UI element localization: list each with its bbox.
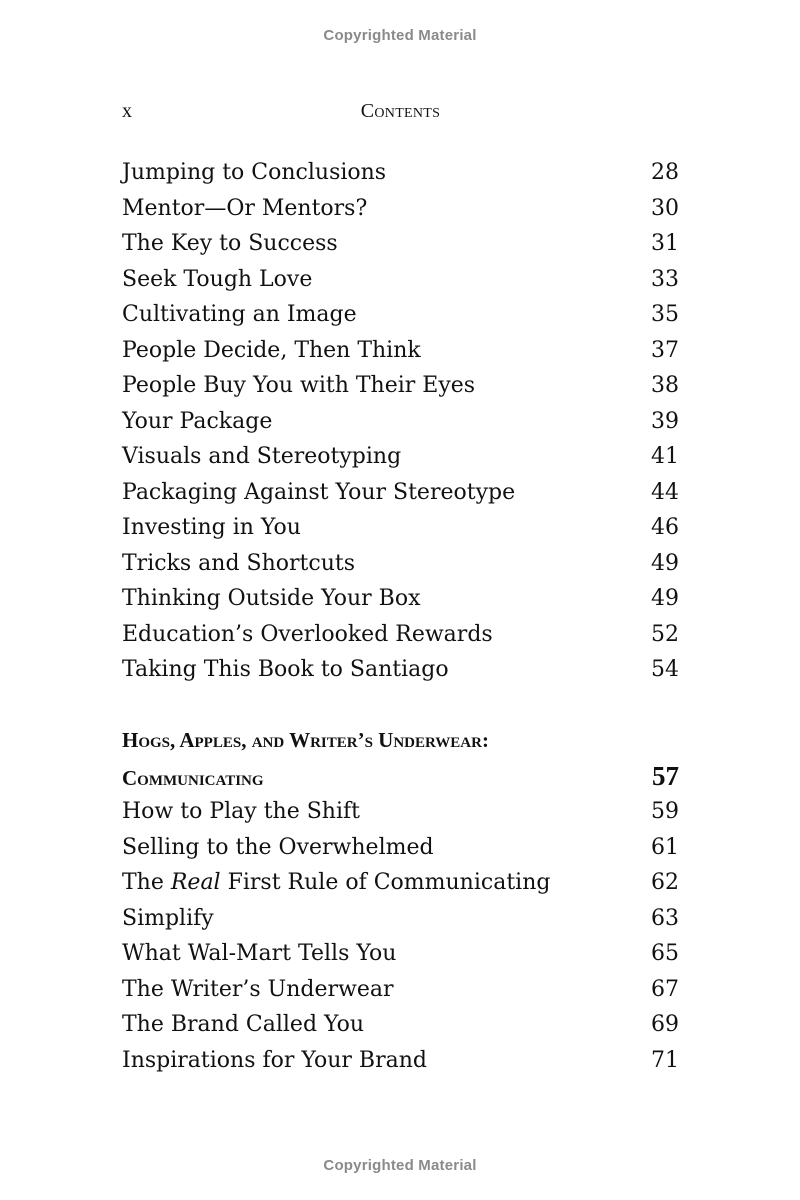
toc-entry: [122, 652, 679, 688]
toc-entry-label: People Buy You with Their Eyes: [122, 373, 476, 398]
toc-entry-label: Taking This Book to Santiago: [122, 657, 449, 682]
toc-entry-label: Mentor—Or Mentors?: [122, 195, 368, 221]
toc-entry: [122, 404, 679, 440]
toc-entry-label: People Decide, Then Think: [122, 337, 421, 363]
toc-entry-label: How to Play the Shift: [122, 799, 360, 824]
toc-entry-page: 35: [651, 302, 679, 327]
toc-entry-page: 49: [651, 550, 679, 576]
toc-entry: [122, 297, 679, 333]
toc-entry-label-emphasis: Real: [170, 870, 221, 895]
toc-entry-page: 63: [651, 905, 679, 931]
toc-entry-label-end: First Rule of Communicating: [220, 870, 551, 895]
section-heading-title: Communicating: [122, 765, 264, 790]
toc-entry: [122, 1043, 679, 1079]
toc-entry-page: 52: [651, 621, 679, 647]
toc-entry-label: Selling to the Overwhelmed: [122, 834, 434, 860]
toc-entry: [122, 901, 679, 937]
section-heading-line2: [122, 759, 679, 795]
toc-entry-label: Investing in You: [122, 515, 301, 540]
toc-entry-label: [122, 865, 550, 901]
toc-entry-label: The Brand Called You: [122, 1012, 365, 1037]
toc-entry: [122, 262, 679, 298]
section-heading-line1: Hogs, Apples, and Writer’s Underwear:: [122, 728, 489, 752]
page-folio: x: [122, 100, 132, 122]
toc-entry: [122, 475, 679, 511]
toc-entry: [122, 546, 679, 582]
toc-entry-label: Seek Tough Love: [122, 266, 313, 292]
toc-entry-label: Inspirations for Your Brand: [122, 1047, 427, 1073]
toc-entry-label: Jumping to Conclusions: [122, 160, 387, 185]
toc-entry-page: 54: [651, 657, 679, 682]
toc-list-part2: [122, 723, 679, 1078]
copyright-watermark-bottom: Copyrighted Material: [323, 1157, 477, 1174]
toc-entry-page: 71: [651, 1047, 679, 1073]
toc-entry: [122, 936, 679, 972]
toc-list-part1: [122, 155, 679, 688]
toc-entry-page: 67: [651, 976, 679, 1002]
toc-entry-page: 38: [651, 373, 679, 398]
toc-entry-page: 69: [651, 1012, 679, 1037]
toc-entry-label-start: The: [122, 870, 171, 895]
toc-entry-label: The Key to Success: [122, 231, 338, 256]
toc-entry-label: Education’s Overlooked Rewards: [122, 621, 493, 647]
toc-entry-page: 46: [651, 515, 679, 540]
running-head-title: Contents: [360, 100, 441, 122]
toc-entry-page: 61: [651, 834, 679, 860]
toc-entry: [122, 1007, 679, 1043]
toc-entry: [122, 439, 679, 475]
toc-entry-page: 59: [651, 799, 679, 824]
toc-entry: [122, 226, 679, 262]
toc-entry-page: 49: [651, 586, 679, 611]
toc-entry-page: 41: [651, 444, 679, 469]
toc-entry: [122, 333, 679, 369]
toc-entry: [122, 191, 679, 227]
toc-entry-label: Tricks and Shortcuts: [122, 550, 355, 576]
toc-entry: [122, 368, 679, 404]
toc-entry-page: 65: [651, 941, 679, 966]
toc-entry-label: Visuals and Stereotyping: [122, 444, 402, 469]
toc-entry: [122, 155, 679, 191]
toc-entry-page: 28: [651, 160, 679, 185]
toc-entry: [122, 972, 679, 1008]
section-heading-page: 57: [652, 760, 679, 791]
toc-entry-label: Your Package: [122, 408, 273, 434]
toc-entry: [122, 510, 679, 546]
toc-entry-label: Simplify: [122, 905, 214, 931]
toc-entry-label: Thinking Outside Your Box: [122, 586, 421, 611]
toc-entry: [122, 794, 679, 830]
toc-entry: [122, 865, 679, 901]
toc-entry-page: 39: [651, 408, 679, 434]
toc-entry: [122, 581, 679, 617]
toc-entry: [122, 617, 679, 653]
toc-entry-page: 30: [651, 195, 679, 221]
running-head: [122, 100, 679, 126]
toc-entry-label: The Writer’s Underwear: [122, 976, 394, 1002]
toc-entry-page: 31: [651, 231, 679, 256]
toc-entry-label: What Wal-Mart Tells You: [122, 941, 397, 966]
toc-entry-page: 44: [651, 479, 679, 505]
toc-entry: [122, 830, 679, 866]
toc-entry-label: Cultivating an Image: [122, 302, 357, 327]
toc-entry-page: 33: [651, 266, 679, 292]
toc-entry-page: 37: [651, 337, 679, 363]
copyright-watermark-top: Copyrighted Material: [323, 27, 477, 44]
toc-entry-label: Packaging Against Your Stereotype: [122, 479, 516, 505]
toc-entry-page: 62: [651, 870, 679, 895]
